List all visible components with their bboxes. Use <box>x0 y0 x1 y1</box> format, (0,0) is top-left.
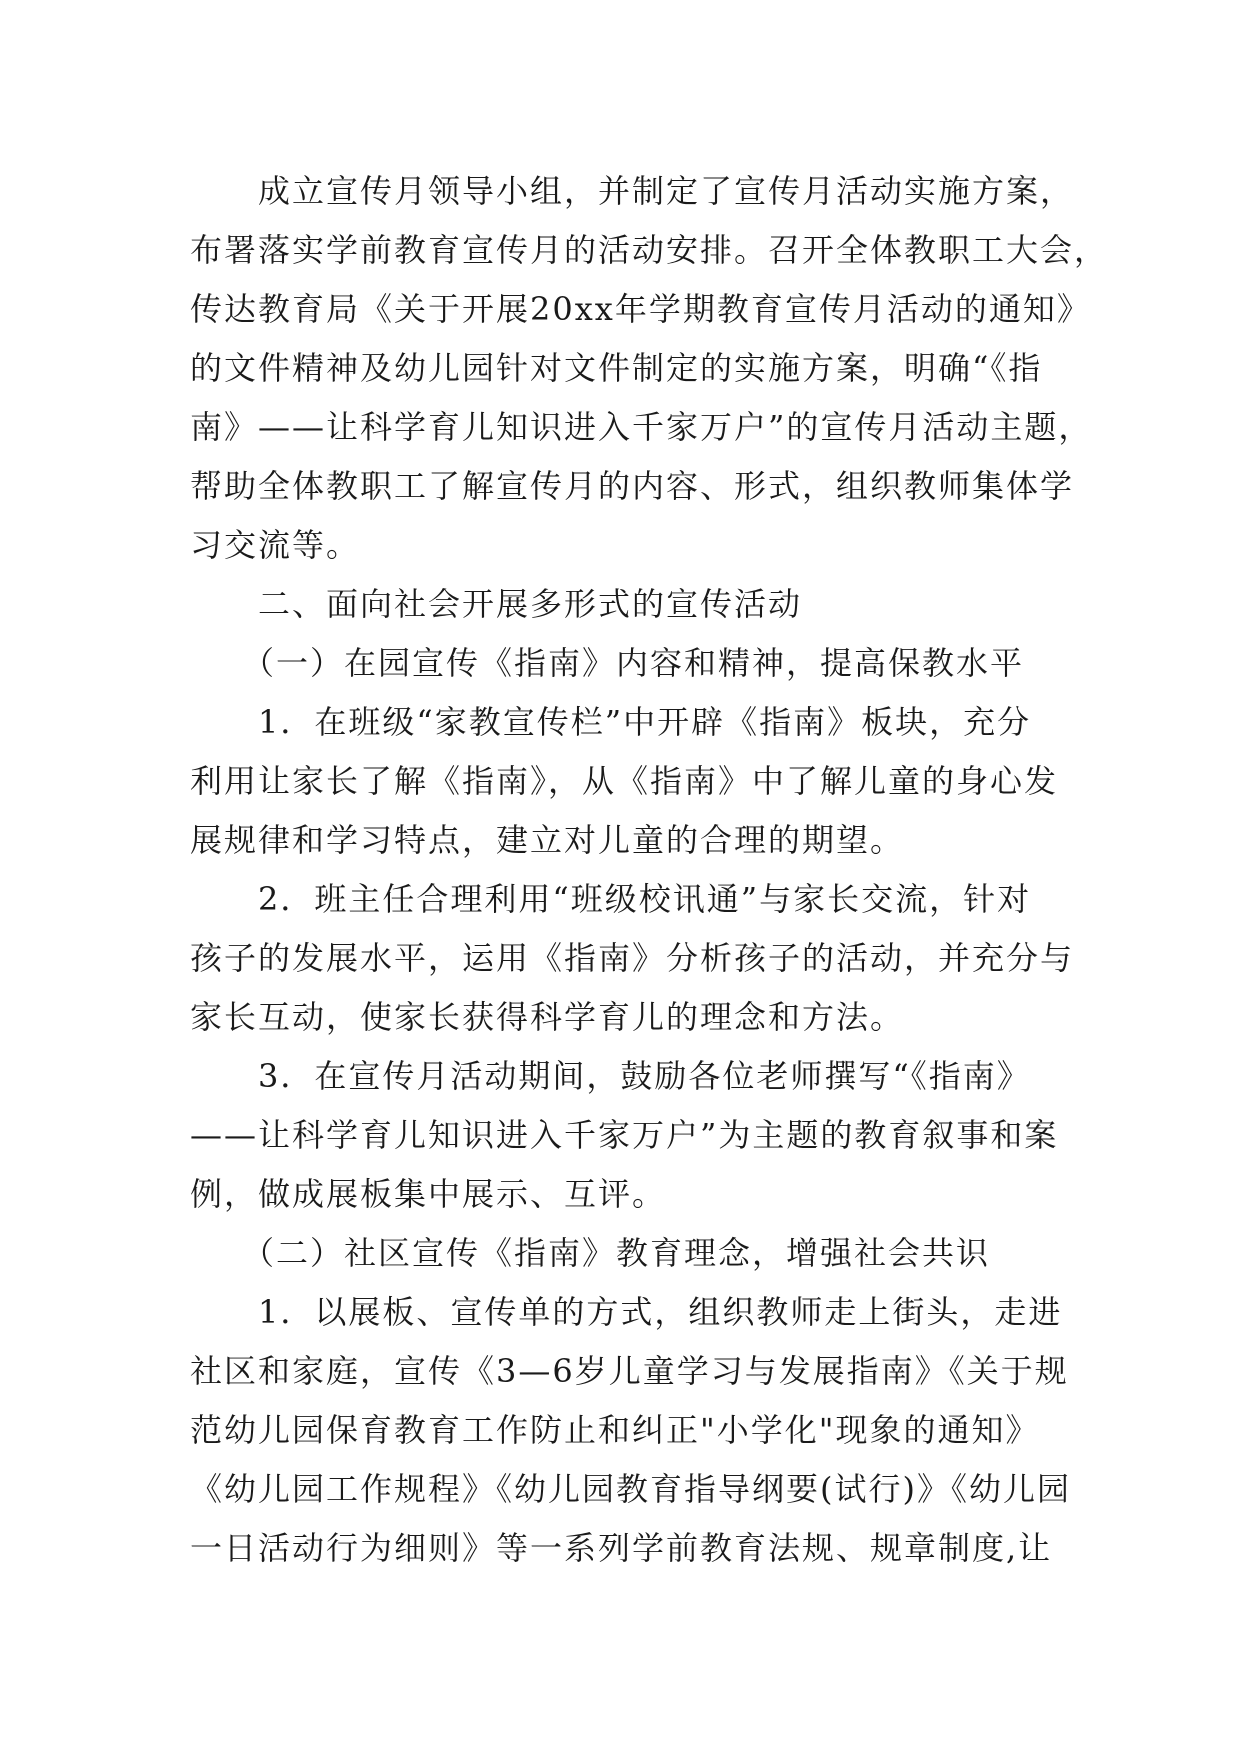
paragraph-line: 《幼儿园工作规程》《幼儿园教育指导纲要(试行)》《幼儿园 <box>190 1470 1071 1508</box>
paragraph-line: 3．在宣传月活动期间，鼓励各位老师撰写“《指南》 <box>190 1057 1031 1095</box>
paragraph-line: 展规律和学习特点，建立对儿童的合理的期望。 <box>190 821 905 859</box>
paragraph-line: 1．在班级“家教宣传栏”中开辟《指南》板块，充分 <box>190 703 1032 741</box>
paragraph-line: ——让科学育儿知识进入千家万户”为主题的教育叙事和案 <box>190 1116 1059 1154</box>
paragraph-line: 传达教育局《关于开展20xx年学期教育宣传月活动的通知》 <box>190 290 1091 328</box>
paragraph-line: 南》——让科学育儿知识进入千家万户”的宣传月活动主题， <box>190 408 1093 446</box>
paragraph-line: 例，做成展板集中展示、互评。 <box>190 1175 667 1213</box>
paragraph-line: 家长互动，使家长获得科学育儿的理念和方法。 <box>190 998 905 1036</box>
paragraph-line: 2．班主任合理利用“班级校讯通”与家长交流，针对 <box>190 880 1032 918</box>
paragraph-line: 一日活动行为细则》等一系列学前教育法规、规章制度,让 <box>190 1529 1053 1567</box>
subsection-heading: （二）社区宣传《指南》教育理念，增强社会共识 <box>190 1234 991 1272</box>
paragraph-line: 利用让家长了解《指南》，从《指南》中了解儿童的身心发 <box>190 762 1059 800</box>
paragraph-line: 的文件精神及幼儿园针对文件制定的实施方案，明确“《指 <box>190 349 1043 387</box>
paragraph-line: 社区和家庭，宣传《3—6岁儿童学习与发展指南》《关于规 <box>190 1352 1069 1390</box>
paragraph-line: 1．以展板、宣传单的方式，组织教师走上街头，走进 <box>190 1293 1063 1331</box>
document-body <box>190 162 1109 1578</box>
paragraph-line: 帮助全体教职工了解宣传月的内容、形式，组织教师集体学 <box>190 467 1075 505</box>
paragraph-line: 布署落实学前教育宣传月的活动安排。召开全体教职工大会， <box>190 231 1109 269</box>
paragraph-line: 孩子的发展水平，运用《指南》分析孩子的活动，并充分与 <box>190 939 1075 977</box>
section-heading: 二、面向社会开展多形式的宣传活动 <box>190 585 803 623</box>
paragraph-line: 范幼儿园保育教育工作防止和纠正"小学化"现象的通知》 <box>190 1411 1040 1449</box>
paragraph-line: 成立宣传月领导小组，并制定了宣传月活动实施方案， <box>190 172 1075 210</box>
subsection-heading: （一）在园宣传《指南》内容和精神，提高保教水平 <box>190 644 1025 682</box>
paragraph-line: 习交流等。 <box>190 526 361 564</box>
